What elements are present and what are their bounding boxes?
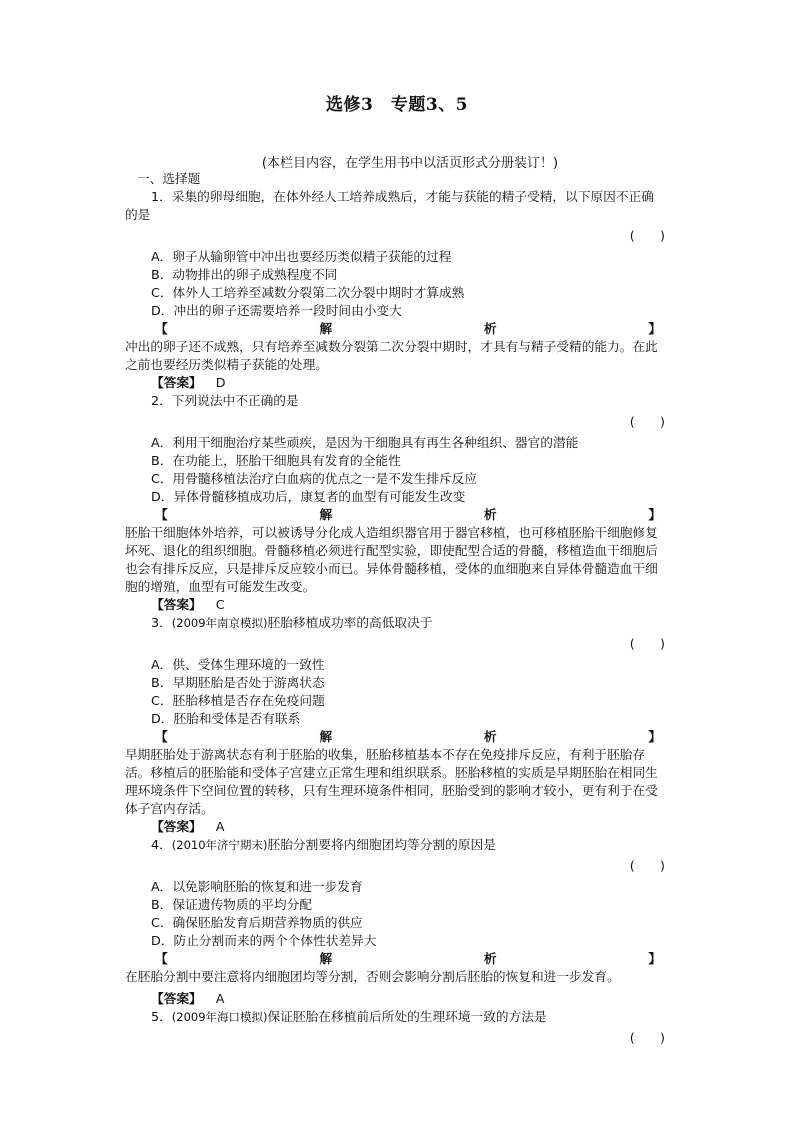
question-text: 胚胎移植成功率的高低取决于 [267,615,433,630]
answer-label: 【答案】 [151,991,202,1006]
question-text: 保证胚胎在移植前后所处的生理环境一致的方法是 [267,1009,547,1024]
option-d: D．胚胎和受体是否有联系 [151,711,301,726]
analysis-label [125,506,665,524]
question-number: 3． [151,615,172,630]
option-a: A．供、受体生理环境的一致性 [151,657,325,672]
answer-blank[interactable]: ( ) [629,636,665,651]
option-b: B．在功能上，胚胎干细胞具有发育的全能性 [151,453,401,468]
option-a: A．以免影响胚胎的恢复和进一步发育 [151,879,363,894]
answer-value: D [215,375,226,390]
question-4-stem [125,836,665,854]
answer-blank[interactable]: ( ) [629,1030,665,1045]
bracket-open: 【 [155,729,168,744]
answer-value: A [215,991,225,1006]
question-5-stem [125,1008,665,1026]
question-list [125,170,665,1050]
answer-row [125,990,665,1008]
question-source: (2009年海口模拟) [171,1010,268,1024]
question-1-stem: 1．采集的卵母细胞，在体外经人工培养成熟后，才能与获能的精子受精，以下原因不正确的是 [125,189,654,222]
question-3-stem [125,614,665,632]
answer-value: C [215,597,225,612]
option-b: B．动物排出的卵子成熟程度不同 [151,267,338,282]
option-b: B．保证遗传物质的平均分配 [151,897,312,912]
binding-note: (本栏目内容，在学生用书中以活页形式分册装订！) [261,156,559,171]
bracket-close: 】 [648,951,661,966]
analysis-char-2: 析 [483,729,497,744]
bracket-open: 【 [155,507,168,522]
analysis-char-2: 析 [483,507,497,522]
analysis-char-1: 解 [319,729,333,744]
analysis-label [125,950,665,968]
bracket-close: 】 [648,729,661,744]
option-a: A．利用干细胞治疗某些顽疾，是因为干细胞具有再生各种组织、器官的潜能 [151,435,579,450]
answer-row [125,374,665,392]
option-d: D．冲出的卵子还需要培养一段时间由小变大 [151,303,402,318]
answer-row [125,818,665,836]
analysis-char-1: 解 [319,507,333,522]
analysis-text: 早期胚胎处于游离状态有利于胚胎的收集，胚胎移植基本不存在免疫排斥反应，有利于胚胎存活。移植后的胚胎能和受体子宫建立正常生理和组织联系。胚胎移植的实质是早期胚胎在相同生理环境条件下空间位置的转移，只有生理环境条件相同，胚胎受到的影响才较小，更有利于在受体子宫内存活。 [125,747,658,816]
option-b: B．早期胚胎是否处于游离状态 [151,675,325,690]
question-source: (2010年济宁期末) [171,838,268,852]
answer-row [125,596,665,614]
analysis-label [125,728,665,746]
bracket-open: 【 [155,321,168,336]
bracket-close: 】 [648,507,661,522]
analysis-label [125,320,665,338]
answer-blank[interactable]: ( ) [629,858,665,873]
option-d: D．防止分割而来的两个个体性状差异大 [151,933,377,948]
option-c: C．确保胚胎发育后期营养物质的供应 [151,915,363,930]
option-c: C．体外人工培养至减数分裂第二次分裂中期时才算成熟 [151,285,465,300]
analysis-char-2: 析 [483,951,497,966]
option-d: D．异体骨髓移植成功后，康复者的血型有可能发生改变 [151,489,466,504]
analysis-text: 胚胎干细胞体外培养，可以被诱导分化成人造组织器官用于器官移植，也可移植胚胎干细胞修复坏死、退化的组织细胞。骨髓移植必须进行配型实验，即使配型合适的骨髓，移植造血干细胞后也会有排斥反应，只是排斥反应较小而已。异体骨髓移植，受体的血细胞来自异体骨髓造血干细胞的增殖，血型有可能发生改变。 [125,525,658,594]
answer-value: A [215,819,225,834]
answer-blank[interactable]: ( ) [629,228,665,243]
section-heading: 一、选择题 [137,171,201,186]
answer-label: 【答案】 [151,597,202,612]
question-source: (2009年南京模拟) [171,616,268,630]
question-2-stem: 2．下列说法中不正确的是 [151,393,299,408]
bracket-open: 【 [155,951,168,966]
question-number: 5． [151,1009,172,1024]
analysis-text: 冲出的卵子还不成熟，只有培养至减数分裂第二次分裂中期时，才具有与精子受精的能力。在此之前也要经历类似精子获能的处理。 [125,339,658,372]
analysis-text: 在胚胎分割中要注意将内细胞团均等分割，否则会影响分割后胚胎的恢复和进一步发育。 [125,969,620,984]
option-a: A．卵子从输卵管中冲出也要经历类似精子获能的过程 [151,249,452,264]
analysis-char-1: 解 [319,951,333,966]
option-c: C．用骨髓移植法治疗白血病的优点之一是不发生排斥反应 [151,471,478,486]
question-number: 4． [151,837,172,852]
question-text: 胚胎分割要将内细胞团均等分割的原因是 [267,837,496,852]
answer-label: 【答案】 [151,375,202,390]
answer-blank[interactable]: ( ) [629,414,665,429]
analysis-char-2: 析 [483,321,497,336]
analysis-char-1: 解 [319,321,333,336]
answer-label: 【答案】 [151,819,202,834]
bracket-close: 】 [648,321,661,336]
option-c: C．胚胎移植是否存在免疫问题 [151,693,325,708]
page-title: 选修3 专题3、5 [326,95,468,115]
